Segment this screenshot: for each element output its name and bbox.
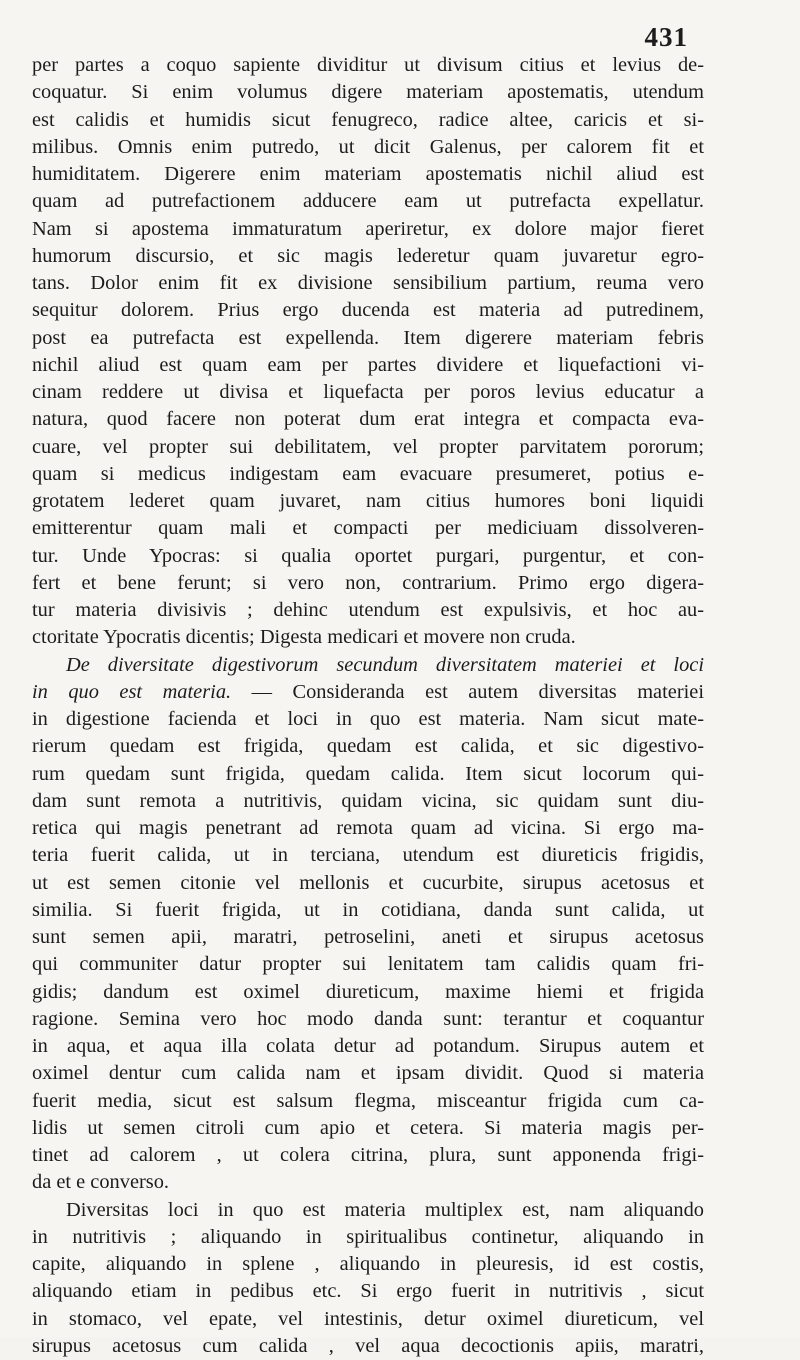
text-line: in nutritivis ; aliquando in spiritualibus continetur, aliquando in: [32, 1224, 704, 1251]
text-line: rierum quedam est frigida, quedam est calida, et sic digestivo-: [32, 733, 704, 760]
text-line: similia. Si fuerit frigida, ut in cotidiana, danda sunt calida, ut: [32, 897, 704, 924]
page-number: 431: [645, 22, 689, 53]
section-heading-cont: in quo est materia.: [32, 681, 231, 703]
text-line: [32, 679, 704, 706]
text-fragment: — Consideranda est autem diversitas materiei: [231, 681, 704, 703]
text-line: fuerit media, sicut est salsum flegma, misceantur frigida cum ca-: [32, 1088, 704, 1115]
text-line: coquatur. Si enim volumus digere materiam apostematis, utendum: [32, 79, 704, 106]
text-line: in stomaco, vel epate, vel intestinis, detur oximel diureticum, vel: [32, 1306, 704, 1333]
section-heading-line: [32, 652, 704, 679]
text-line: Nam si apostema immaturatum aperiretur, ex dolore major fieret: [32, 216, 704, 243]
section-heading: De diversitate digestivorum secundum diversitatem materiei et loci: [66, 654, 704, 676]
text-line: teria fuerit calida, ut in terciana, utendum est diureticis frigidis,: [32, 842, 704, 869]
text-line: capite, aliquando in splene , aliquando in pleuresis, id est costis,: [32, 1251, 704, 1278]
text-line: aliquando etiam in pedibus etc. Si ergo fuerit in nutritivis , sicut: [32, 1278, 704, 1305]
text-line: retica qui magis penetrant ad remota quam ad vicina. Si ergo ma-: [32, 815, 704, 842]
text-line: natura, quod facere non poterat dum erat integra et compacta eva-: [32, 406, 704, 433]
text-line: in aqua, et aqua illa colata detur ad potandum. Sirupus autem et: [32, 1033, 704, 1060]
text-line: dam sunt remota a nutritivis, quidam vicina, sic quidam sunt diu-: [32, 788, 704, 815]
text-line: gidis; dandum est oximel diureticum, maxime hiemi et frigida: [32, 979, 704, 1006]
text-line: ctoritate Ypocratis dicentis; Digesta medicari et movere non cruda.: [32, 624, 704, 651]
text-line: da et e converso.: [32, 1169, 704, 1196]
text-line: tans. Dolor enim fit ex divisione sensibilium partium, reuma vero: [32, 270, 704, 297]
text-line: sirupus acetosus cum calida , vel aqua decoctionis apiis, maratri,: [32, 1333, 704, 1360]
text-line: nichil aliud est quam eam per partes dividere et liquefactioni vi-: [32, 352, 704, 379]
text-line: rum quedam sunt frigida, quedam calida. Item sicut locorum qui-: [32, 761, 704, 788]
text-line: post ea putrefacta est expellenda. Item digerere materiam febris: [32, 325, 704, 352]
text-line: ut est semen citonie vel mellonis et cucurbite, sirupus acetosus et: [32, 870, 704, 897]
paragraph-2: [32, 652, 704, 1197]
text-line: cinam reddere ut divisa et liquefacta per poros levius educatur a: [32, 379, 704, 406]
text-line: est calidis et humidis sicut fenugreco, radice altee, caricis et si-: [32, 107, 704, 134]
text-line: milibus. Omnis enim putredo, ut dicit Galenus, per calorem fit et: [32, 134, 704, 161]
paragraph-1: [32, 52, 704, 652]
text-line: quam si medicus indigestam eam evacuare presumeret, potius e-: [32, 461, 704, 488]
text-line: sunt semen apii, maratri, petroselini, aneti et sirupus acetosus: [32, 924, 704, 951]
text-line: lidis ut semen citroli cum apio et cetera. Si materia magis per-: [32, 1115, 704, 1142]
text-line: in digestione facienda et loci in quo est materia. Nam sicut mate-: [32, 706, 704, 733]
text-line: tur. Unde Ypocras: si qualia oportet purgari, purgentur, et con-: [32, 543, 704, 570]
text-line: quam ad putrefactionem adducere eam ut putrefacta expellatur.: [32, 188, 704, 215]
text-line: cuare, vel propter sui debilitatem, vel propter parvitatem pororum;: [32, 434, 704, 461]
text-line: qui communiter datur propter sui lenitatem tam calidis quam fri-: [32, 951, 704, 978]
text-line: humorum discursio, et sic magis lederetur quam juvaretur egro-: [32, 243, 704, 270]
text-line: Diversitas loci in quo est materia multiplex est, nam aliquando: [32, 1197, 704, 1224]
text-line: humiditatem. Digerere enim materiam apostematis nichil aliud est: [32, 161, 704, 188]
text-line: fert et bene ferunt; si vero non, contrarium. Primo ergo digera-: [32, 570, 704, 597]
text-line: oximel dentur cum calida nam et ipsam dividit. Quod si materia: [32, 1060, 704, 1087]
text-line: grotatem lederet quam juvaret, nam citius humores boni liquidi: [32, 488, 704, 515]
text-line: emitterentur quam mali et compacti per mediciuam dissolveren-: [32, 515, 704, 542]
text-line: ragione. Semina vero hoc modo danda sunt: terantur et coquantur: [32, 1006, 704, 1033]
text-line: tur materia divisivis ; dehinc utendum est expulsivis, et hoc au-: [32, 597, 704, 624]
text-line: per partes a coquo sapiente dividitur ut divisum citius et levius de-: [32, 52, 704, 79]
text-line: sequitur dolorem. Prius ergo ducenda est materia ad putredinem,: [32, 297, 704, 324]
paragraph-3: [32, 1197, 704, 1360]
body-text: [32, 52, 704, 1360]
text-line: tinet ad calorem , ut colera citrina, plura, sunt apponenda frigi-: [32, 1142, 704, 1169]
